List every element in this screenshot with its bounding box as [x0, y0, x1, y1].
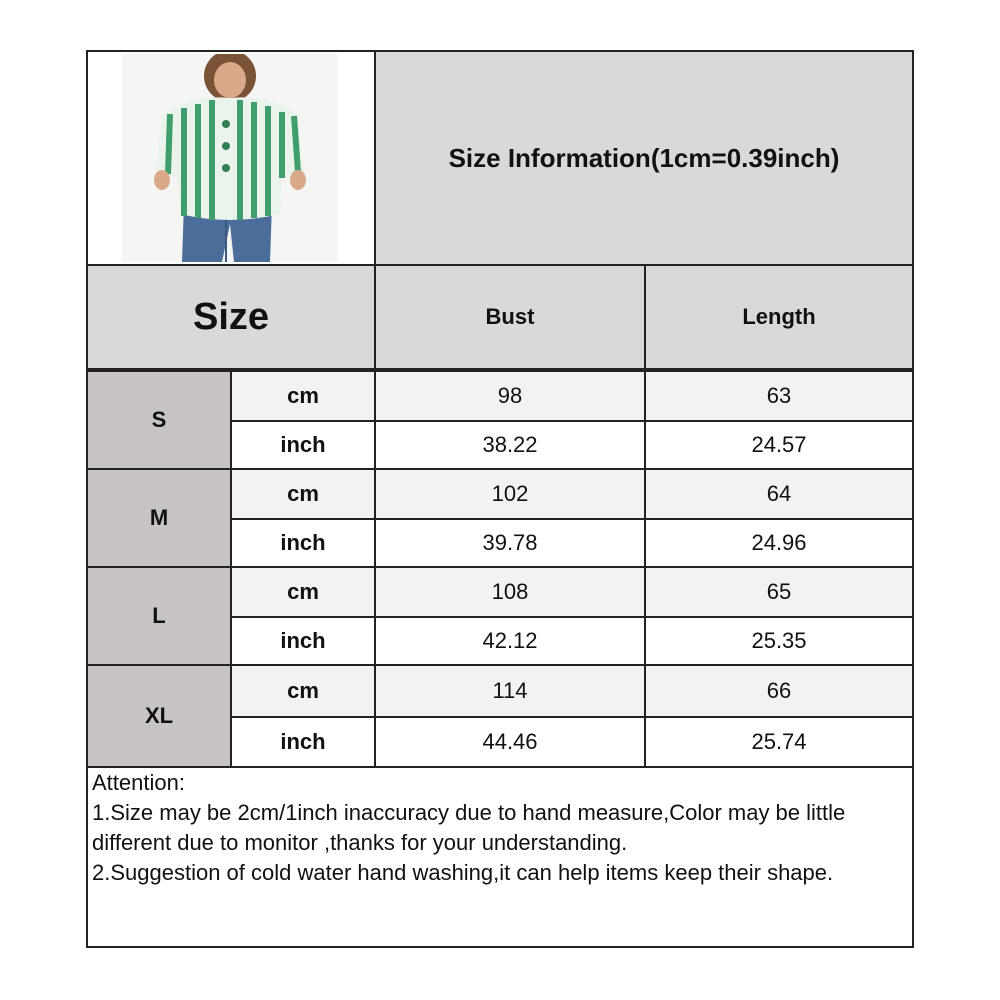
- size-label-xl: XL: [86, 664, 232, 768]
- bust-value: 102: [374, 468, 646, 520]
- bust-value: 38.22: [374, 420, 646, 470]
- product-photo: [122, 54, 338, 262]
- bust-value: 42.12: [374, 616, 646, 666]
- length-value: 25.35: [644, 616, 914, 666]
- bust-header: Bust: [374, 264, 646, 370]
- unit-cm: cm: [230, 370, 376, 422]
- size-label-l: L: [86, 566, 232, 666]
- unit-inch: inch: [230, 518, 376, 568]
- attention-notes: [88, 768, 912, 946]
- bust-value: 114: [374, 664, 646, 718]
- unit-cm: cm: [230, 566, 376, 618]
- length-value: 63: [644, 370, 914, 422]
- length-value: 25.74: [644, 716, 914, 768]
- length-header: Length: [644, 264, 914, 370]
- unit-inch: inch: [230, 616, 376, 666]
- unit-inch: inch: [230, 716, 376, 768]
- chart-title: Size Information(1cm=0.39inch): [374, 50, 914, 266]
- bust-value: 44.46: [374, 716, 646, 768]
- size-label-m: M: [86, 468, 232, 568]
- notes-line: 2.Suggestion of cold water hand washing,it can help items keep their shape.: [92, 860, 834, 885]
- bust-value: 108: [374, 566, 646, 618]
- length-value: 66: [644, 664, 914, 718]
- notes-line: 1.Size may be 2cm/1inch inaccuracy due to hand measure,Color may be little: [92, 800, 846, 825]
- length-value: 64: [644, 468, 914, 520]
- length-value: 24.96: [644, 518, 914, 568]
- size-label-s: S: [86, 370, 232, 470]
- bust-value: 98: [374, 370, 646, 422]
- unit-cm: cm: [230, 664, 376, 718]
- unit-inch: inch: [230, 420, 376, 470]
- size-header: Size: [86, 264, 376, 370]
- notes-heading: Attention:: [92, 770, 185, 795]
- notes-line: different due to monitor ,thanks for your understanding.: [92, 830, 628, 855]
- bust-value: 39.78: [374, 518, 646, 568]
- unit-cm: cm: [230, 468, 376, 520]
- length-value: 24.57: [644, 420, 914, 470]
- striped-shirt-model-image: [122, 54, 338, 262]
- length-value: 65: [644, 566, 914, 618]
